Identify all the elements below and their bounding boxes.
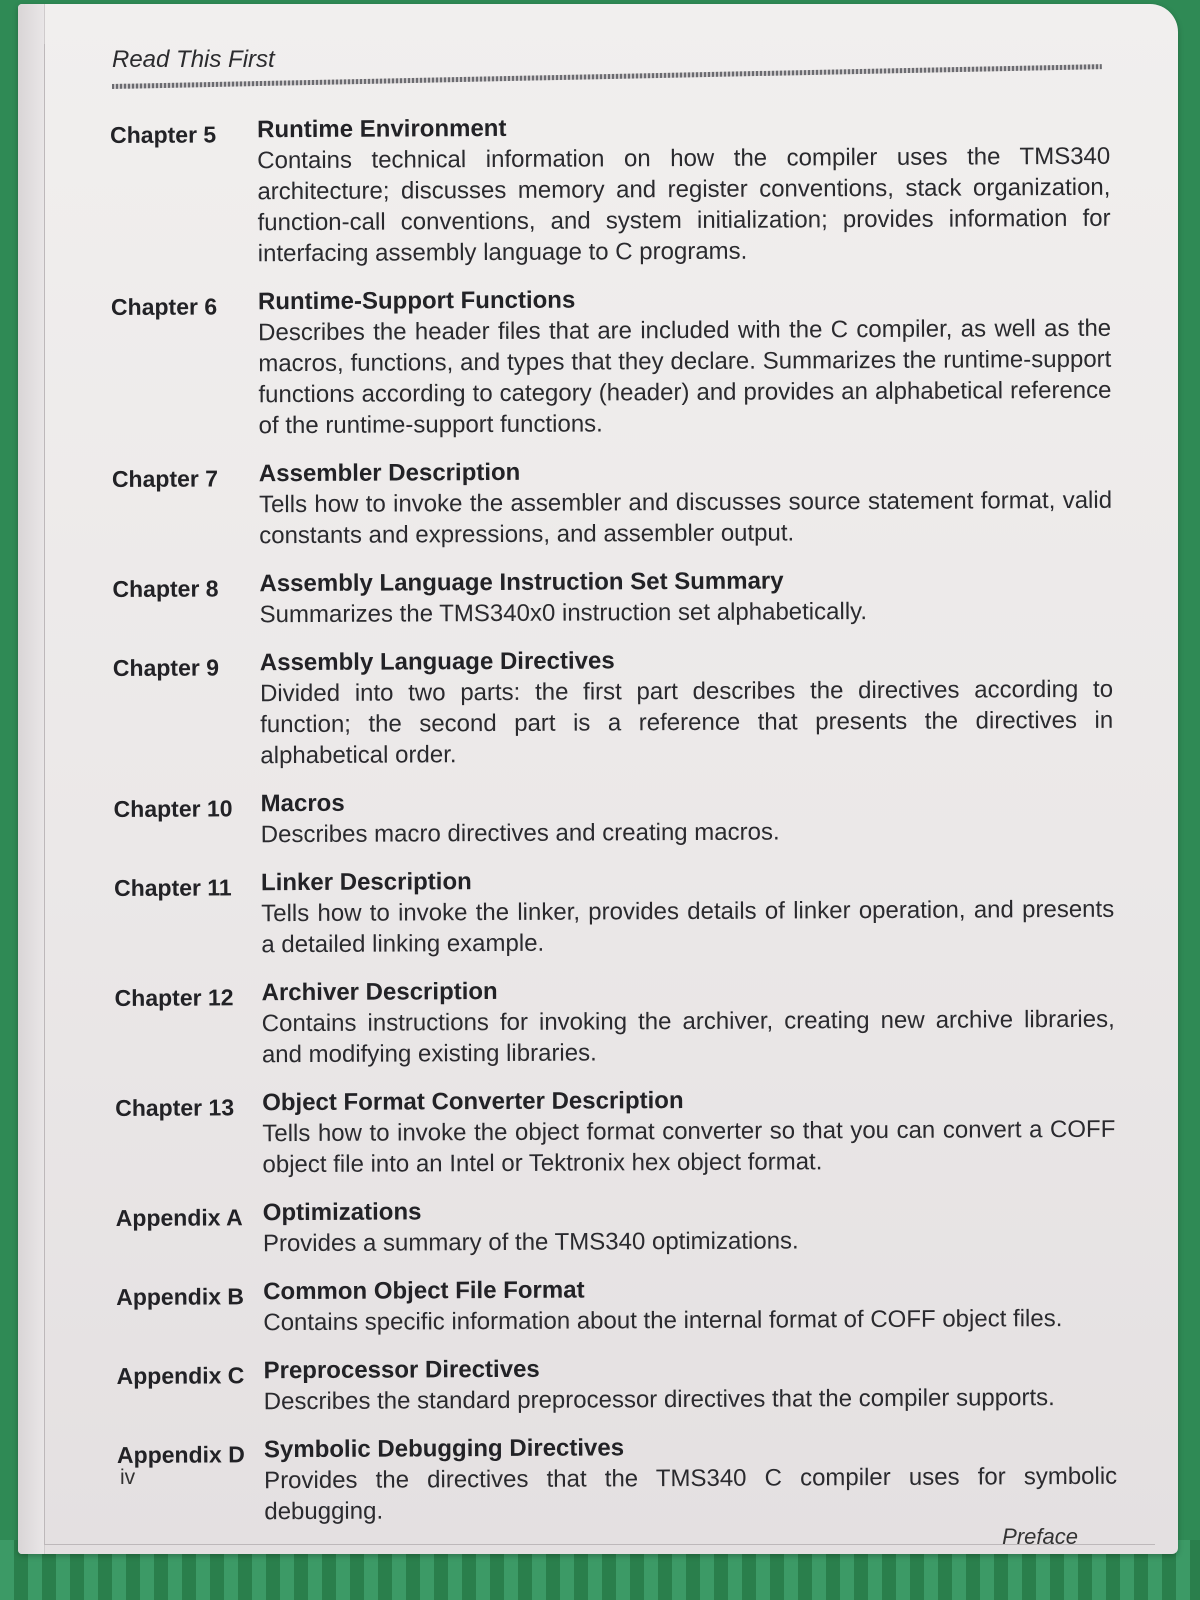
entry-label: Chapter 13 — [115, 1094, 235, 1121]
entry-title: Assembly Language Instruction Set Summary — [259, 567, 784, 598]
document-page — [18, 4, 1178, 1554]
entry-title: Archiver Description — [261, 977, 498, 1007]
entry-description: Describes macro directives and creating macros. — [260, 818, 780, 849]
list-item — [116, 1352, 1116, 1418]
entry-description: Describes the header files that are included with the C compiler, as well as the macros, functions, and types that they declare. Summarizes the runtime-support functions according to category (header) and provides an alphabetical reference of the runtime-support functions. — [258, 314, 1112, 440]
list-item — [113, 644, 1114, 772]
entry-title: Runtime-Support Functions — [257, 286, 576, 316]
entry-body — [259, 565, 1112, 630]
entry-body — [263, 1273, 1116, 1338]
header-title: Read This First — [112, 46, 275, 73]
entry-description: Contains specific information about the internal format of COFF object files. — [263, 1305, 1063, 1337]
entry-description: Tells how to invoke the assembler and discusses source statement format, valid constants and expressions, and assembler output. — [258, 486, 1113, 550]
entry-title: Linker Description — [260, 868, 472, 897]
entry-body — [257, 111, 1111, 269]
entry-description: Summarizes the TMS340x0 instruction set alphabetically. — [259, 598, 868, 629]
entry-description: Contains instructions for invoking the archiver, creating new archive libraries, and modifying existing libraries. — [261, 1005, 1115, 1069]
entry-label: Appendix A — [115, 1204, 243, 1231]
list-item — [110, 111, 1111, 270]
entry-body — [263, 1194, 1116, 1259]
entry-body — [264, 1431, 1117, 1527]
entry-label: Chapter 6 — [110, 293, 218, 320]
entry-label: Chapter 9 — [112, 654, 220, 681]
entry-body — [261, 785, 1114, 850]
entry-body — [262, 1084, 1115, 1180]
entry-description: Tells how to invoke the linker, provides details of linker operation, and presents a detailed linking example. — [261, 895, 1115, 959]
list-item — [116, 1194, 1116, 1260]
entry-title: Assembler Description — [258, 458, 521, 488]
entry-title: Common Object File Format — [263, 1276, 585, 1306]
chapter-list — [110, 111, 1117, 1546]
list-item — [114, 785, 1114, 851]
entry-label: Chapter 10 — [113, 795, 233, 822]
entry-label: Chapter 8 — [112, 575, 219, 602]
entry-title: Macros — [260, 789, 345, 818]
footer-section-title: Preface — [1002, 1524, 1078, 1549]
entry-label: Chapter 7 — [111, 465, 219, 492]
entry-label: Appendix B — [116, 1283, 245, 1310]
entry-description: Provides the directives that the TMS340 C compiler uses for symbolic debugging. — [264, 1462, 1118, 1526]
entry-body — [263, 1352, 1116, 1417]
entry-description: Divided into two parts: the first part describes the directives according to function; the second part is a reference that presents the directives in alphabetical order. — [259, 675, 1114, 770]
list-item — [114, 864, 1114, 961]
entry-body — [262, 974, 1115, 1070]
list-item — [116, 1273, 1116, 1339]
running-header — [112, 46, 1112, 74]
entry-description: Contains technical information on how the compiler uses the TMS340 architecture; discusses memory and register conventions, stack organization, function-call conventions, and system initialization; provides information for interfacing assembly language to C programs. — [257, 142, 1111, 268]
entry-title: Preprocessor Directives — [263, 1355, 540, 1385]
entry-title: Runtime Environment — [257, 114, 507, 144]
entry-label: Chapter 12 — [114, 984, 234, 1011]
entry-body — [260, 644, 1114, 771]
entry-title: Assembly Language Directives — [259, 647, 615, 677]
entry-label: Appendix D — [116, 1441, 245, 1468]
entry-label: Appendix C — [116, 1362, 245, 1389]
entry-title: Object Format Converter Description — [262, 1087, 684, 1117]
entry-description: Provides a summary of the TMS340 optimizations. — [262, 1227, 799, 1258]
entry-body — [258, 283, 1112, 441]
entry-description: Describes the standard preprocessor directives that the compiler supports. — [263, 1384, 1055, 1416]
entry-body — [259, 455, 1112, 551]
entry-label: Chapter 11 — [113, 874, 232, 901]
list-item — [112, 565, 1112, 631]
page-number: iv — [120, 1466, 136, 1489]
page-binding-edge — [18, 4, 45, 1554]
entry-label: Chapter 5 — [110, 121, 217, 148]
entry-title: Optimizations — [262, 1198, 422, 1227]
list-item — [115, 1084, 1115, 1181]
entry-title: Symbolic Debugging Directives — [263, 1434, 625, 1464]
list-item — [112, 455, 1112, 552]
entry-description: Tells how to invoke the object format converter so that you can convert a COFF object file into an Intel or Tektronix hex object format. — [262, 1115, 1116, 1179]
list-item — [111, 283, 1112, 442]
list-item — [115, 974, 1115, 1071]
list-item — [117, 1431, 1117, 1528]
entry-body — [261, 864, 1114, 960]
